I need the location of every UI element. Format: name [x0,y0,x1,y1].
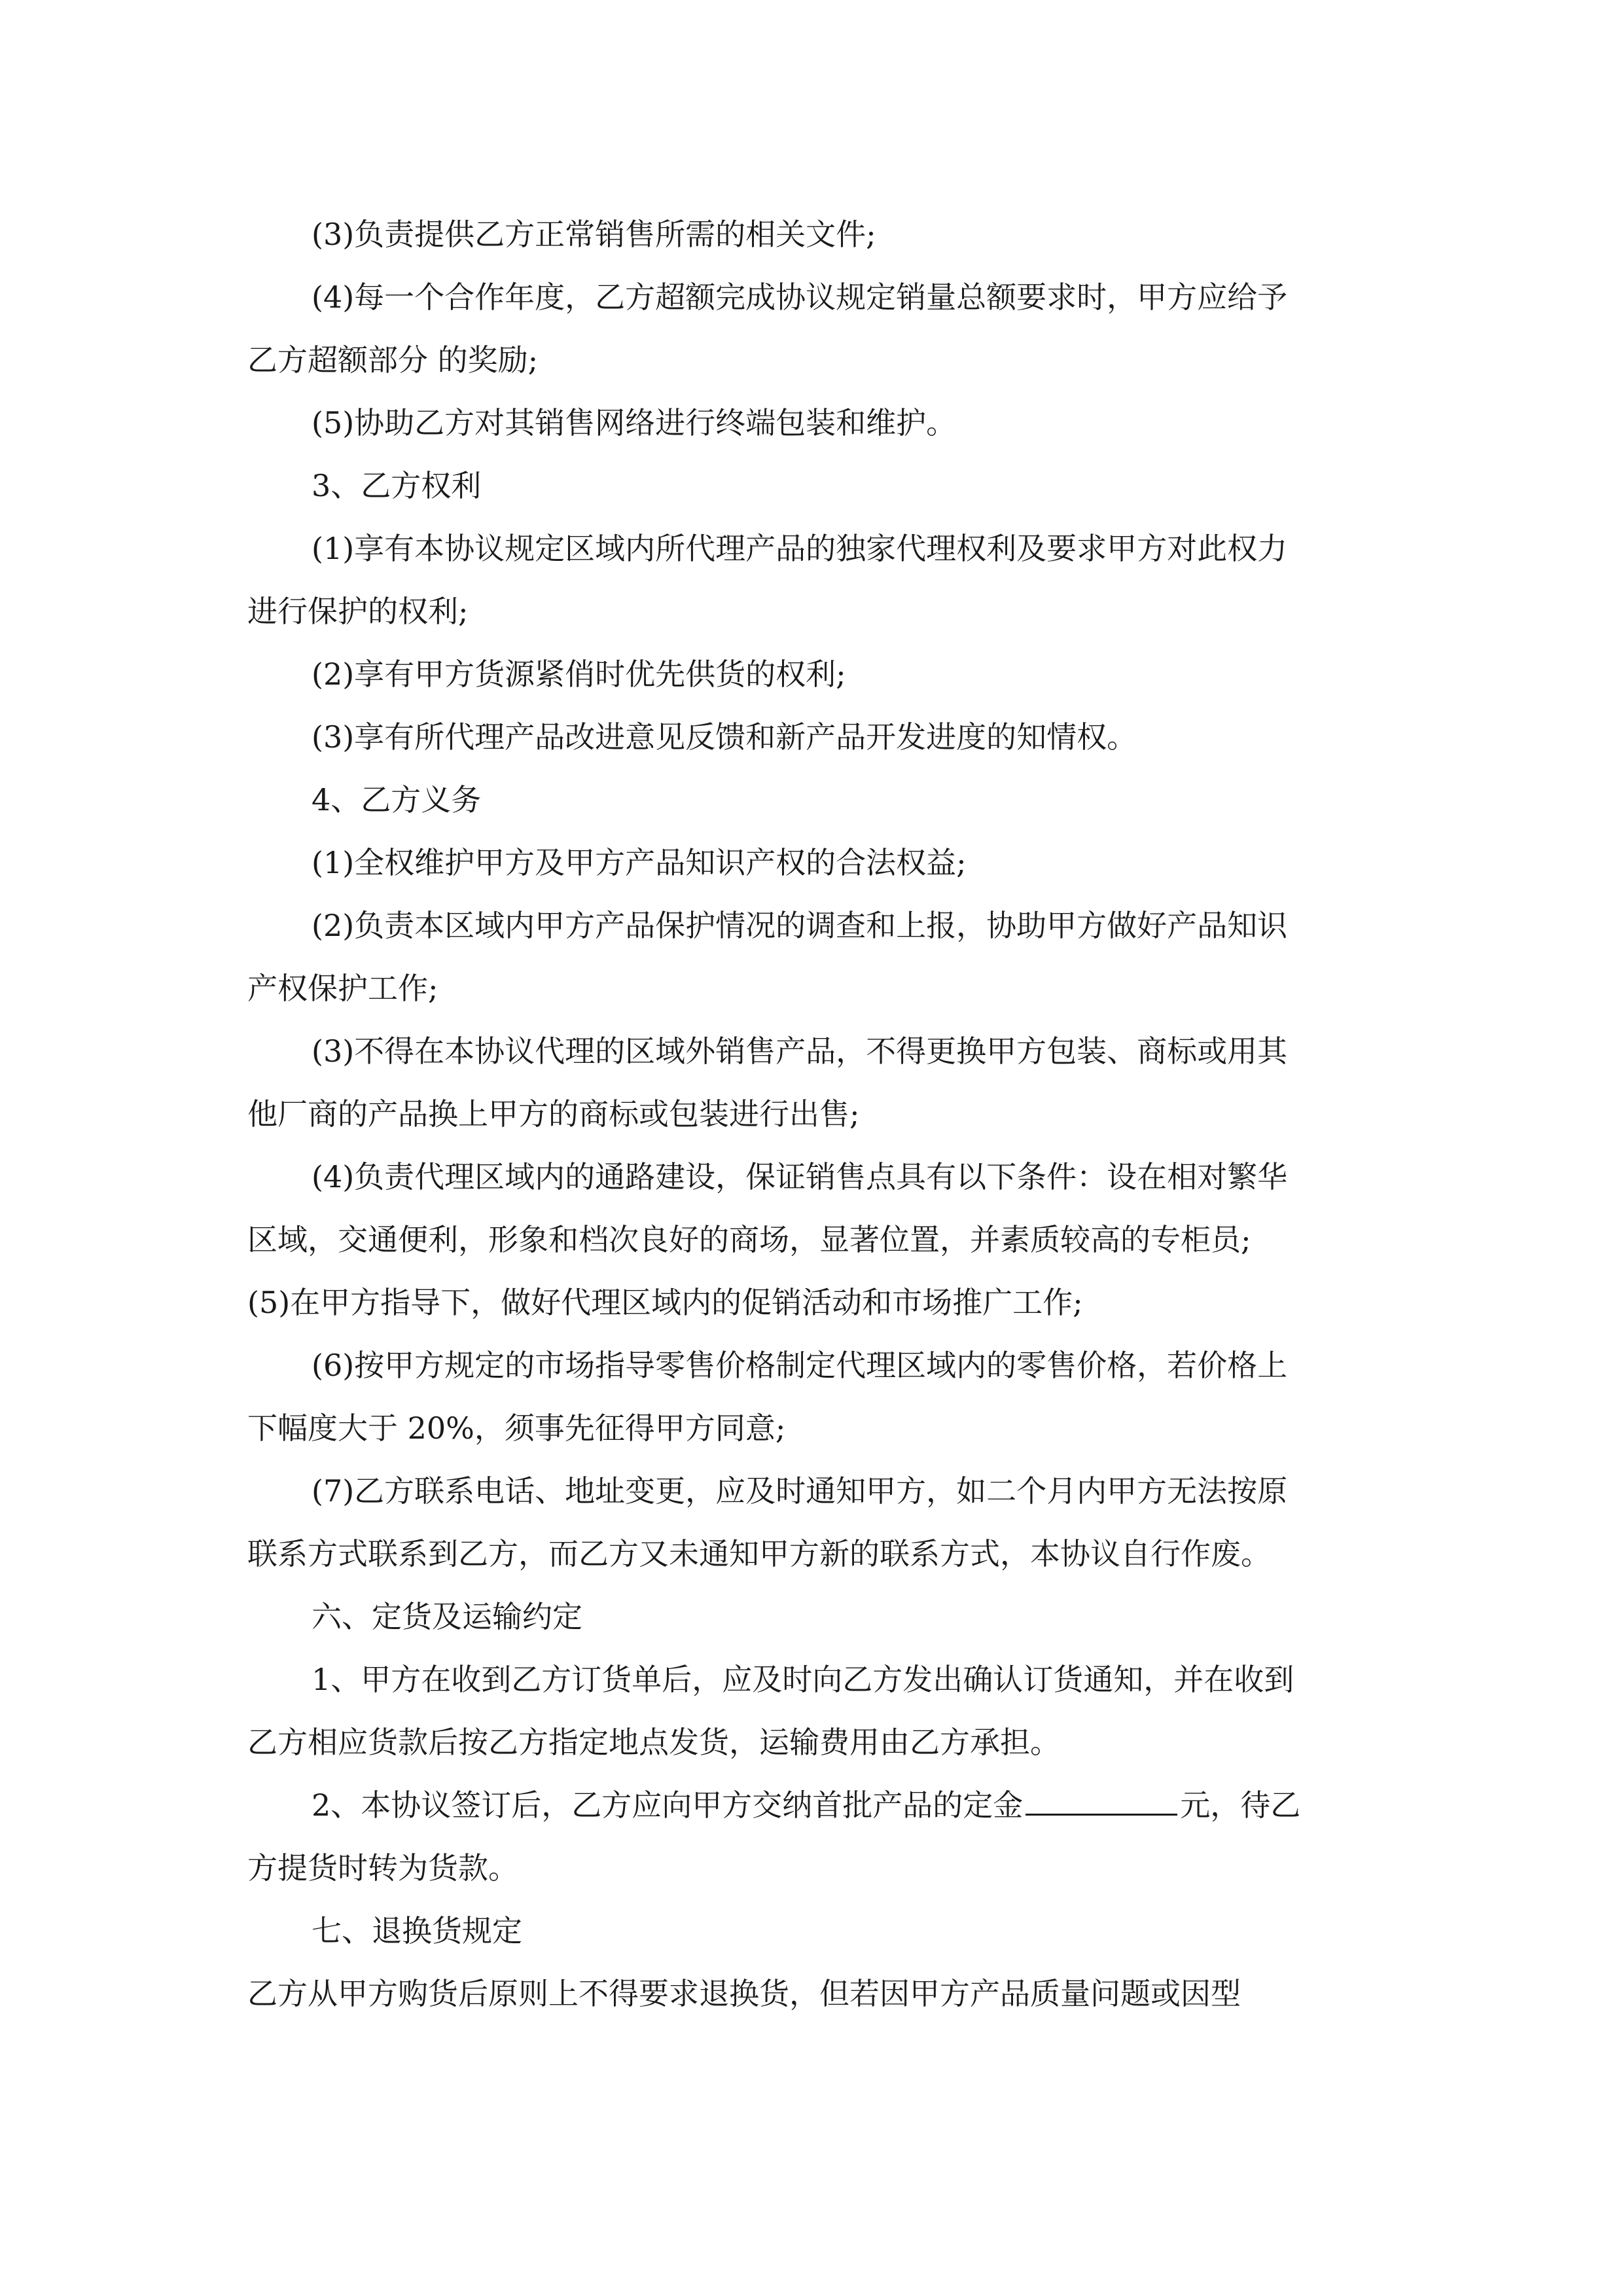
paragraph-line: 乙方从甲方购货后原则上不得要求退换货，但若因甲方产品质量问题或因型 [247,1976,1241,2011]
paragraph-line: 乙方超额部分 的奖励; [247,342,539,378]
deposit-line [247,1774,1380,1837]
paragraph-line: (3)负责提供乙方正常销售所需的相关文件; [312,217,876,252]
document-body [247,203,1380,2025]
paragraph-line: (5)协助乙方对其销售网络进行终端包装和维护。 [312,405,957,440]
paragraph-line: (7)乙方联系电话、地址变更，应及时通知甲方，如二个月内甲方无法按原 [312,1473,1288,1509]
paragraph-line: 他厂商的产品换上甲方的商标或包装进行出售; [247,1096,860,1132]
paragraph-line: (4)负责代理区域内的通路建设，保证销售点具有以下条件：设在相对繁华 [312,1159,1288,1194]
paragraph-line: (1)享有本协议规定区域内所代理产品的独家代理权利及要求甲方对此权力 [312,531,1288,566]
deposit-amount-blank[interactable] [1026,1785,1177,1816]
paragraph-line: (3)享有所代理产品改进意见反馈和新产品开发进度的知情权。 [312,719,1137,755]
deposit-line-suffix: 元，待乙 [1180,1787,1301,1823]
paragraph-line: (3)不得在本协议代理的区域外销售产品，不得更换甲方包装、商标或用其 [312,1033,1288,1069]
paragraph-line: (1)全权维护甲方及甲方产品知识产权的合法权益; [312,845,967,880]
section-heading: 六、定货及运输约定 [312,1599,582,1634]
paragraph-line: (2)负责本区域内甲方产品保护情况的调查和上报，协助甲方做好产品知识 [312,908,1288,943]
section-heading: 4、乙方义务 [312,782,482,817]
paragraph-line: (4)每一个合作年度，乙方超额完成协议规定销量总额要求时，甲方应给予 [312,279,1288,315]
deposit-line-prefix: 2、本协议签订后，乙方应向甲方交纳首批产品的定金 [312,1787,1024,1823]
section-heading: 3、乙方权利 [312,468,482,503]
paragraph-line: (6)按甲方规定的市场指导零售价格制定代理区域内的零售价格，若价格上 [312,1348,1288,1383]
paragraph-line: 方提货时转为货款。 [247,1850,518,1886]
paragraph-line: (2)享有甲方货源紧俏时优先供货的权利; [312,656,846,692]
paragraph-line: 乙方相应货款后按乙方指定地点发货，运输费用由乙方承担。 [247,1725,1060,1760]
paragraph-line: 区域，交通便利，形象和档次良好的商场，显著位置，并素质较高的专柜员; [247,1222,1251,1257]
paragraph-line: (5)在甲方指导下，做好代理区域内的促销活动和市场推广工作; [247,1285,1083,1320]
paragraph-line: 产权保护工作; [247,971,438,1006]
paragraph-line: 1、甲方在收到乙方订货单后，应及时向乙方发出确认订货通知，并在收到 [312,1662,1294,1697]
paragraph-line: 联系方式联系到乙方，而乙方又未通知甲方新的联系方式，本协议自行作废。 [247,1536,1271,1571]
section-heading: 七、退换货规定 [312,1913,522,1948]
paragraph-line: 下幅度大于 20%，须事先征得甲方同意; [247,1410,786,1446]
paragraph-line: 进行保护的权利; [247,594,469,629]
